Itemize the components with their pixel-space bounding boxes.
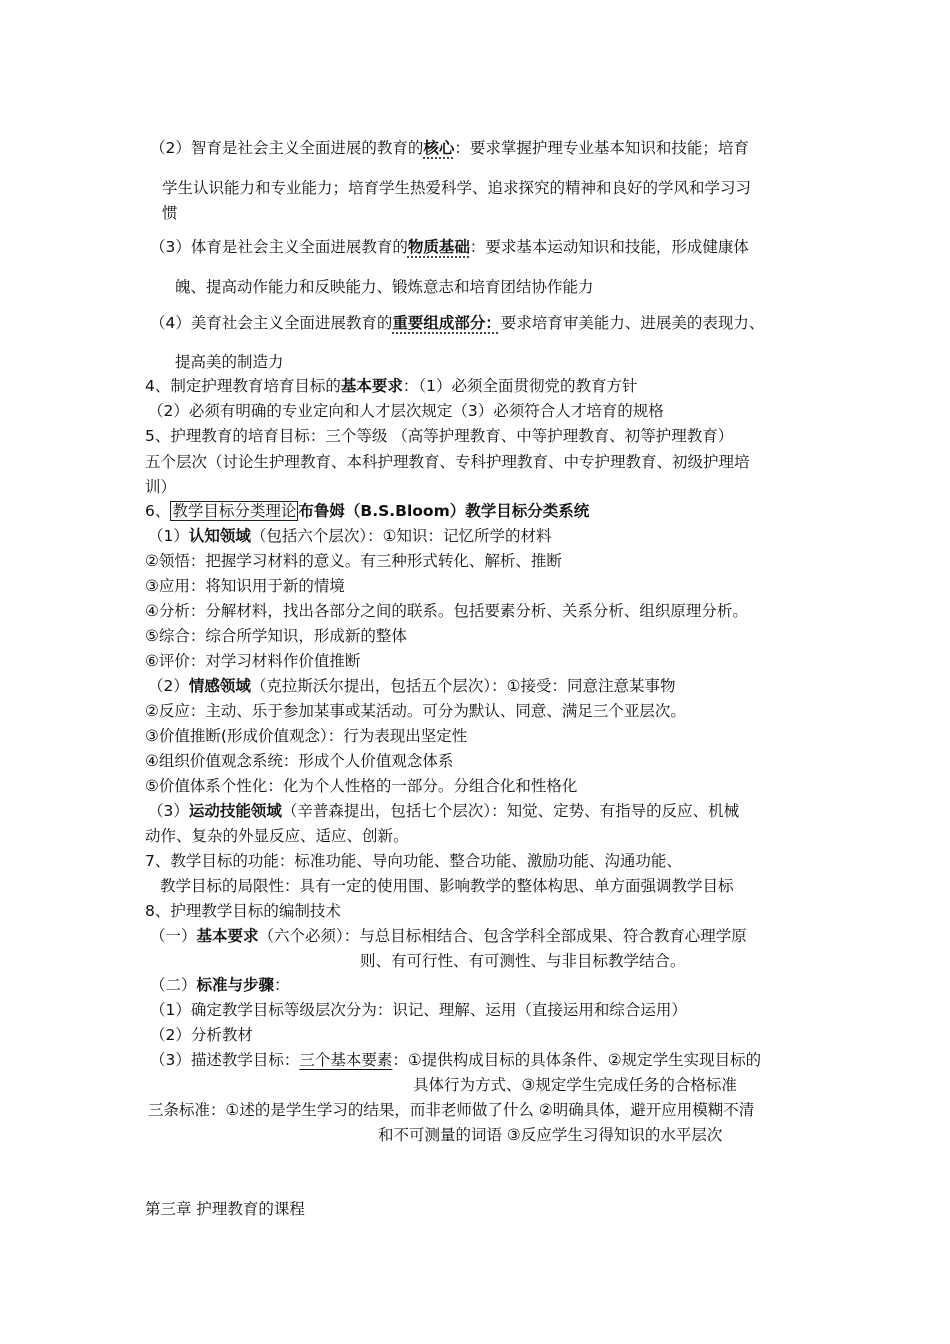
- text-span: （3）描述教学目标：: [150, 1051, 300, 1069]
- text-line: 具体行为方式、③规定学生完成任务的合格标准: [413, 1076, 737, 1094]
- bold-text: 布鲁姆（B.S.Bloom）教学目标分类系统: [298, 502, 590, 520]
- text-line: [150, 926, 747, 946]
- emphasis-text: 重要组成部分：: [392, 314, 501, 332]
- text-line: ⑤综合：综合所学知识，形成新的整体: [145, 627, 407, 645]
- text-line: 和不可测量的词语 ③反应学生习得知识的水平层次: [378, 1126, 723, 1144]
- text-span: （2）: [148, 677, 189, 695]
- text-span: （4）美育社会主义全面进展教育的: [150, 314, 393, 332]
- text-line: （2）必须有明确的专业定向和人才层次规定（3）必须符合人才培育的规格: [148, 402, 664, 420]
- text-line: [150, 1050, 761, 1070]
- text-line: [150, 313, 764, 333]
- text-line: 魄、提高动作能力和反映能力、锻炼意志和培育团结协作能力: [175, 278, 594, 296]
- bold-text: 认知领域: [188, 527, 251, 545]
- underlined-text: 三个基本要素: [299, 1051, 393, 1069]
- text-line: （2）分析教材: [150, 1026, 253, 1044]
- text-span: ：: [274, 976, 290, 994]
- text-line: 三条标准：①述的是学生学习的结果，而非老师做了什么 ②明确具体，避开应用模糊不清: [148, 1101, 755, 1119]
- bold-text: 基本要求: [196, 927, 259, 945]
- text-span: （包括六个层次）：①知识：记忆所学的材料: [250, 527, 552, 545]
- text-line: 8、护理教学目标的编制技术: [145, 902, 341, 920]
- text-span: 6、: [145, 502, 171, 520]
- text-span: （克拉斯沃尔提出，包括五个层次）：①接受：同意注意某事物: [250, 677, 676, 695]
- text-line: [145, 501, 589, 521]
- text-span: （一）: [150, 927, 197, 945]
- text-line: ④分析：分解材料，找出各部分之间的联系。包括要素分析、关系分析、组织原理分析。: [145, 602, 748, 620]
- text-span: （辛普森提出，包括七个层次）：知觉、定势、有指导的反应、机械: [281, 802, 740, 820]
- text-line: 惯: [162, 204, 178, 222]
- text-span: （1）: [148, 527, 189, 545]
- bold-text: 运动技能领域: [188, 802, 282, 820]
- text-line: ②反应：主动、乐于参加某事或某活动。可分为默认、同意、满足三个亚层次。: [145, 702, 686, 720]
- text-line: ③价值推断(形成价值观念）：行为表现出坚定性: [145, 727, 468, 745]
- text-span: ：①提供构成目标的具体条件、②规定学生实现目标的: [392, 1051, 762, 1069]
- text-line: 7、教学目标的功能：标准功能、导向功能、整合功能、激励功能、沟通功能、: [145, 852, 682, 870]
- bold-text: 情感领域: [188, 677, 251, 695]
- text-line: 教学目标的局限性：具有一定的使用围、影响教学的整体构思、单方面强调教学目标: [160, 877, 734, 895]
- text-line: 提高美的制造力: [175, 353, 284, 371]
- text-line: [148, 676, 676, 696]
- text-line: [150, 237, 749, 257]
- text-line: [148, 526, 552, 546]
- text-line: 则、有可行性、有可测性、与非目标教学结合。: [360, 952, 686, 970]
- text-span: （3）: [148, 802, 189, 820]
- text-line: ⑥评价：对学习材料作价值推断: [145, 652, 361, 670]
- text-line: 5、护理教育的培育目标：三个等级 （高等护理教育、中等护理教育、初等护理教育）: [145, 427, 734, 445]
- emphasis-text: 核心: [423, 139, 455, 157]
- text-line: [150, 975, 290, 995]
- text-line: 训）: [145, 478, 177, 496]
- text-line: ④组织价值观念系统：形成个人价值观念体系: [145, 752, 454, 770]
- text-line: 五个层次（讨论生护理教育、本科护理教育、专科护理教育、中专护理教育、初级护理培: [145, 453, 750, 471]
- text-span: （2）智育是社会主义全面进展的教育的: [150, 139, 424, 157]
- text-line: 动作、复杂的外显反应、适应、创新。: [145, 827, 409, 845]
- text-span: 要求培育审美能力、进展美的表现力、: [500, 314, 765, 332]
- text-line: 学生认识能力和专业能力；培育学生热爱科学、追求探究的精神和良好的学风和学习习: [162, 179, 752, 197]
- chapter-heading: 第三章 护理教育的课程: [145, 1200, 305, 1218]
- text-span: ：（1）必须全面贯彻党的教育方针: [402, 377, 638, 395]
- boxed-text: 教学目标分类理论: [172, 502, 297, 520]
- text-span: （3）体育是社会主义全面进展教育的: [150, 238, 408, 256]
- text-span: ：要求掌握护理专业基本知识和技能；培育: [454, 139, 749, 157]
- text-line: ③应用：将知识用于新的情境: [145, 577, 345, 595]
- bold-text: 基本要求: [340, 377, 403, 395]
- text-line: [145, 376, 638, 396]
- bold-text: 标准与步骤: [196, 976, 275, 994]
- text-line: ⑤价值体系个性化：化为个人性格的一部分。分组合化和性格化: [145, 777, 578, 795]
- text-line: [150, 138, 749, 158]
- text-line: （1）确定教学目标等级层次分为：识记、理解、运用（直接运用和综合运用）: [150, 1001, 687, 1019]
- text-line: [148, 801, 739, 821]
- text-line: ②领悟：把握学习材料的意义。有三种形式转化、解析、推断: [145, 552, 562, 570]
- text-span: ：要求基本运动知识和技能，形成健康体: [469, 238, 749, 256]
- text-span: 4、制定护理教育培育目标的: [145, 377, 341, 395]
- emphasis-text: 物质基础: [407, 238, 470, 256]
- text-span: （二）: [150, 976, 197, 994]
- text-span: （六个必须）：与总目标相结合、包含学科全部成果、符合教育心理学原: [258, 927, 747, 945]
